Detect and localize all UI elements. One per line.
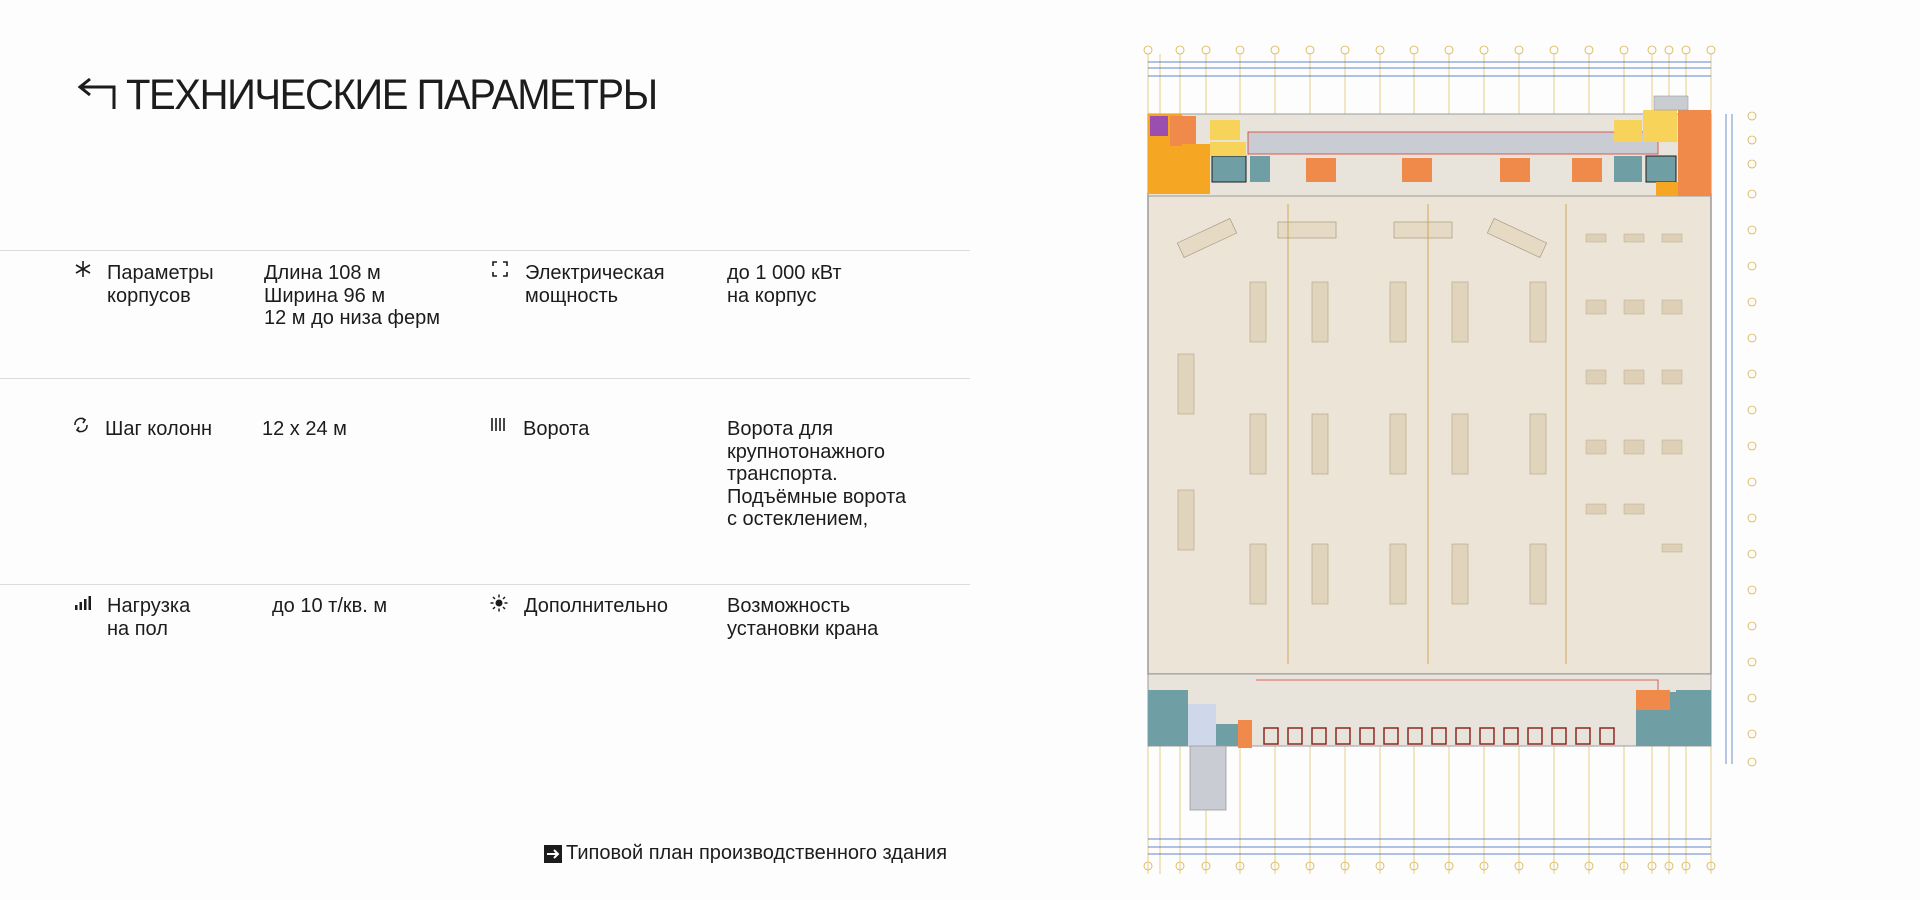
divider bbox=[0, 378, 970, 379]
return-arrow-icon bbox=[76, 75, 118, 117]
asterisk-icon bbox=[74, 260, 92, 278]
param-value-floor-load: до 10 т/кв. м bbox=[272, 595, 388, 617]
param-value-buildings: Длина 108 м Ширина 96 м 12 м до низа ферм bbox=[264, 262, 440, 329]
param-label-gates: Ворота bbox=[523, 418, 590, 440]
plan-caption bbox=[544, 842, 947, 865]
divider bbox=[0, 584, 970, 585]
param-label-power: Электрическая мощность bbox=[525, 262, 665, 307]
param-value-gates: Ворота для крупнотонажного транспорта. Подъёмные ворота с остеклением, bbox=[727, 418, 907, 530]
vertical-bars-icon bbox=[490, 416, 508, 434]
page-header bbox=[76, 71, 697, 119]
arrow-right-icon bbox=[544, 845, 562, 863]
param-label-columns: Шаг колонн bbox=[105, 418, 213, 440]
bar-chart-icon bbox=[74, 594, 92, 612]
param-value-power: до 1 000 кВт на корпус bbox=[727, 262, 842, 307]
param-value-columns: 12 х 24 м bbox=[262, 418, 347, 440]
param-value-additional: Возможность установки крана bbox=[727, 595, 879, 640]
floor-plan-image bbox=[1138, 44, 1770, 882]
param-label-additional: Дополнительно bbox=[524, 595, 668, 617]
square-dashed-icon bbox=[491, 260, 509, 278]
page-title: ТЕХНИЧЕСКИЕ ПАРАМЕТРЫ bbox=[126, 71, 657, 119]
param-label-floor-load: Нагрузка на пол bbox=[107, 595, 191, 640]
plan-caption-text: Типовой план производственного здания bbox=[566, 842, 948, 864]
divider bbox=[0, 250, 970, 251]
sun-icon bbox=[490, 594, 508, 612]
arrows-cycle-icon bbox=[72, 416, 90, 434]
param-label-buildings: Параметры корпусов bbox=[107, 262, 214, 307]
